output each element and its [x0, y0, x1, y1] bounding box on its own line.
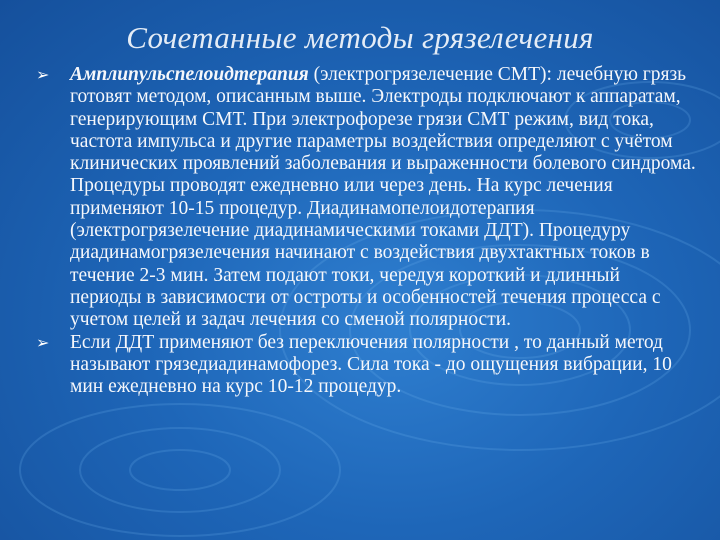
bullet-term: Амплипульспелоидтерапия: [70, 64, 309, 85]
bullet-list: [36, 64, 696, 398]
arrow-bullet-icon: ➢: [36, 67, 50, 84]
slide-title: Сочетанные методы грязелечения: [126, 20, 594, 55]
bullet-text: (электрогрязелечение СМТ): лечебную грязь готовят методом, описанным выше. Электроды подключают к аппаратам, генерирующим СМТ. При электрофорезе грязи СМТ режим, вид тока, частота импульса и другие параметры воздействия определяют с учётом клинических проявлений заболевания и выраженности болевого синдрома. Процедуры проводят ежедневно или через день. На курс лечения применяют 10-15 процедур. Диадинамопелоидотерапия (электрогрязелечение диадинамическими токами ДДТ). Процедуру диадинамогрязелечения начинают с воздействия двухтактных токов в течение 2-3 мин. Затем подают токи, чередуя короткий и длинный периоды в зависимости от остроты и особенностей течения процесса с учетом целей и задач лечения со сменой полярности.: [70, 64, 696, 331]
bullet-item: [36, 64, 696, 332]
bullet-text: Если ДДТ применяют без переключения полярности , то данный метод называют грязедиадинамофорез. Сила тока - до ощущения вибрации, 10 мин ежедневно на курс 10-12 процедур.: [70, 331, 672, 398]
bullet-item: [36, 332, 696, 399]
arrow-bullet-icon: ➢: [36, 334, 50, 352]
